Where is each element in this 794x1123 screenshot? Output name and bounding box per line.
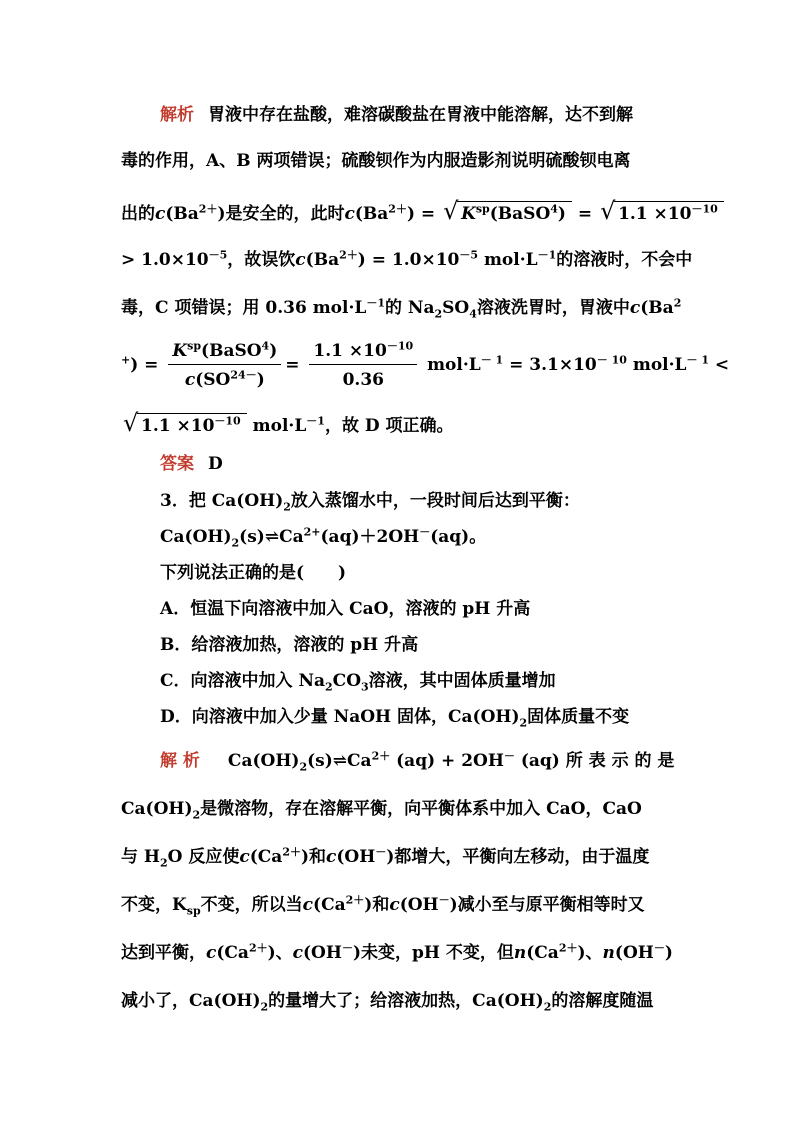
- text: 1.1 ×10: [313, 341, 387, 361]
- text: (SO: [195, 370, 231, 390]
- superscript: 2＋: [248, 941, 268, 955]
- subscript: 2: [543, 1000, 552, 1014]
- var: c: [295, 250, 306, 270]
- text: 固体质量不变: [527, 707, 630, 727]
- text: C．向溶液中加入 Na: [160, 671, 326, 691]
- superscript: 2＋: [198, 202, 218, 216]
- explanation-line-2: [121, 150, 630, 172]
- var: n: [602, 943, 615, 963]
- superscript: －: [653, 941, 665, 955]
- text: 的 Na: [385, 298, 435, 318]
- subscript: 3: [361, 680, 369, 694]
- option-d: [160, 706, 629, 728]
- text: 出的: [121, 204, 155, 224]
- subscript: 2: [434, 307, 443, 321]
- superscript: 2＋: [558, 941, 578, 955]
- subscript: 2: [260, 1000, 269, 1014]
- text: ) =: [130, 355, 159, 375]
- text: 毒，C 项错误；用 0.36 mol·L: [121, 298, 367, 318]
- text: (Ca: [249, 847, 283, 867]
- text: 不变，K: [121, 895, 187, 915]
- option-c: [160, 670, 556, 692]
- explanation2-line-2: [121, 798, 642, 820]
- superscript: 4: [261, 339, 270, 353]
- text: = 1.0×10: [371, 250, 460, 270]
- option-b: [160, 634, 418, 656]
- explanation-line-5: [121, 297, 681, 319]
- superscript: －5: [208, 248, 228, 262]
- superscript: sp: [475, 202, 490, 216]
- text: (OH: [336, 847, 376, 867]
- equilibrium-arrow: ⇌C: [264, 527, 293, 547]
- text: mol·L: [252, 416, 307, 436]
- text: 的溶液时，不会中: [556, 250, 693, 270]
- text: = 3.1×10: [509, 355, 597, 375]
- text: 的量增大了；给溶液加热，Ca(OH): [268, 991, 544, 1011]
- explanation-line-3: 出的$c(Ba^{2+})$是安全的，此时$c(Ba^{2+})$ = √ $K^{sp}(BaSO^4)$ = √ $1.1 \times 10^{-10}$: [121, 201, 724, 225]
- text: mol·L: [632, 355, 687, 375]
- fraction-values: [309, 340, 417, 391]
- text: 减小了，Ca(OH): [121, 991, 261, 1011]
- explanation-line-7: [121, 409, 454, 437]
- text: CO: [332, 671, 362, 691]
- text: B．给溶液加热，溶液的 pH 升高: [160, 635, 419, 655]
- text: A．恒温下向溶液中加入 CaO，溶液的 pH 升高: [160, 599, 531, 619]
- superscript: sp: [187, 339, 202, 353]
- superscript: 2＋: [345, 893, 365, 907]
- text: 溶液洗胃时，胃液中: [476, 298, 630, 318]
- text: (OH: [614, 943, 654, 963]
- text: mol·L: [427, 355, 481, 375]
- sqrt: √ $1.1 \times 10^{-10}$: [123, 413, 247, 437]
- explanation2-line-5: [121, 942, 673, 964]
- subscript: 2: [283, 500, 291, 514]
- text: mol·L: [483, 250, 538, 270]
- superscript: －10: [214, 414, 241, 428]
- superscript: 2+: [303, 525, 321, 539]
- text: )减小至与原平衡相等时又: [449, 895, 645, 915]
- superscript: 2: [673, 296, 682, 310]
- subscript: 2: [231, 536, 240, 550]
- var: c: [206, 943, 217, 963]
- explanation-label: 解析: [160, 105, 194, 125]
- superscript: － 1: [686, 353, 709, 367]
- text: <: [714, 355, 730, 375]
- text: 达到平衡，: [121, 943, 206, 963]
- superscript: －1: [537, 248, 557, 262]
- text: 不变，所以当: [200, 895, 303, 915]
- superscript: － 10: [596, 353, 627, 367]
- explanation2-line-4: [121, 894, 645, 916]
- superscript: －: [341, 941, 353, 955]
- text: Ba: [362, 204, 389, 224]
- var: K: [461, 204, 476, 224]
- explanation2-line-3: [121, 846, 649, 868]
- answer-value: D: [208, 454, 223, 474]
- superscript: －: [503, 749, 515, 763]
- superscript: －10: [386, 339, 414, 353]
- text: (BaSO: [489, 204, 551, 224]
- text: 下列说法正确的是( ): [160, 563, 347, 583]
- explanation2-line-6: [121, 990, 653, 1012]
- var: c: [302, 895, 314, 915]
- fraction-ksp: $\frac{K^{sp}(BaSO^4)}{c(SO^{24-})}$: [168, 340, 281, 391]
- superscript: 2＋: [282, 845, 301, 859]
- explanation2-line-1: [160, 750, 674, 772]
- text: )、: [577, 943, 603, 963]
- answer-label: 答案: [160, 454, 194, 474]
- var: c: [326, 847, 337, 867]
- text: D．向溶液中加入少量 NaOH 固体，Ca(OH): [160, 707, 520, 727]
- subscript: 2: [519, 716, 528, 730]
- subscript: 4: [469, 307, 477, 321]
- text: Ca(OH): [227, 751, 300, 771]
- text: 是安全的，此时: [225, 204, 345, 224]
- text: 1.1 ×10: [141, 416, 215, 436]
- sqrt: √ $K^{sp}(BaSO^4)$: [443, 201, 572, 225]
- superscript: －1: [306, 414, 325, 428]
- subscript: sp: [186, 904, 201, 918]
- text: (Ca: [526, 943, 559, 963]
- superscript: 24－: [230, 368, 257, 382]
- question-3-stem: [160, 490, 580, 512]
- text: )未变，pH 不变，但: [352, 943, 514, 963]
- text: 3．把 Ca(OH): [160, 491, 284, 511]
- equilibrium-arrow: ⇌C: [332, 751, 361, 771]
- text: 溶液，其中固体质量增加: [368, 671, 556, 691]
- var: c: [344, 204, 355, 224]
- text: (OH: [303, 943, 342, 963]
- text: Ca(OH): [121, 799, 193, 819]
- option-a: [160, 598, 530, 620]
- explanation-line-6: +) = $\frac{K^{sp}(BaSO^4)}{c(SO^{24-})}$ = $\frac{1.1 \times 10^{-10}}{0.36}$ $mol\cdot L^{- 1} = 3.1\times 10^{- 10}$ $mol\cdot L^{- 1}$ <: [121, 339, 730, 390]
- text: SO: [442, 298, 470, 318]
- text: ): [664, 943, 673, 963]
- text: ，故误饮: [227, 250, 296, 270]
- text: 是微溶物，存在溶解平衡，向平衡体系中加入 CaO，CaO: [200, 799, 642, 819]
- superscript: －: [419, 525, 431, 539]
- text: (aq) + 2OH: [396, 751, 504, 771]
- subscript: 2: [299, 760, 308, 774]
- explanation-label: 解 析: [160, 751, 200, 771]
- superscript: －: [375, 845, 387, 859]
- text: Ba: [313, 250, 340, 270]
- explanation-line-4: > $1.0\times 10^{-5}$，故误饮$c(Ba^{2+}) = 1.0\times 10^{-5}$ $mol\cdot L^{-1}$的溶液时，不会中: [121, 248, 693, 270]
- text: (Ba: [640, 298, 674, 318]
- text: (s): [307, 751, 333, 771]
- superscript: 4: [550, 202, 558, 216]
- text: Ba: [173, 204, 199, 224]
- var: K: [172, 341, 188, 361]
- var: c: [389, 895, 400, 915]
- var: c: [292, 943, 304, 963]
- var: c: [155, 204, 166, 224]
- var: n: [513, 943, 527, 963]
- text: 1.1 ×10: [618, 204, 692, 224]
- text: a: [360, 751, 372, 771]
- text: 与 H: [121, 847, 160, 867]
- superscript: －: [438, 893, 450, 907]
- text: 的溶解度随温: [551, 991, 654, 1011]
- sqrt: √ $1.1 \times 10^{-10}$: [600, 201, 724, 225]
- var: c: [184, 370, 196, 390]
- text: )和: [300, 847, 327, 867]
- text: (aq)。: [430, 527, 487, 547]
- superscript: － 1: [480, 353, 504, 367]
- superscript: 2＋: [388, 202, 407, 216]
- var: c: [629, 298, 641, 318]
- text: (s): [239, 527, 265, 547]
- text: ，故 D 项正确。: [324, 416, 454, 436]
- text: (aq)＋2OH: [320, 527, 420, 547]
- text: 胃液中存在盐酸，难溶碳酸盐在胃液中能溶解，达不到解: [208, 105, 633, 125]
- text: a: [292, 527, 304, 547]
- subscript: 2: [159, 856, 168, 870]
- text: (aq) 所 表 示 的 是: [520, 751, 675, 771]
- text: (Ca: [216, 943, 249, 963]
- question-3-equation: [160, 526, 486, 548]
- text: (OH: [399, 895, 439, 915]
- explanation-line-1: [160, 104, 633, 126]
- text: Ca(OH): [160, 527, 232, 547]
- superscript: －5: [459, 248, 479, 262]
- text: (Ca: [313, 895, 346, 915]
- superscript: －1: [366, 296, 386, 310]
- text: )、: [267, 943, 293, 963]
- superscript: +: [121, 353, 131, 367]
- var: c: [239, 847, 250, 867]
- question-3-ask: [160, 562, 346, 584]
- superscript: 2＋: [371, 749, 391, 763]
- subscript: 2: [192, 808, 201, 822]
- text: (BaSO: [201, 341, 262, 361]
- text: )都增大，平衡向左移动，由于温度: [386, 847, 650, 867]
- text: 毒的作用，A、B 两项错误；硫酸钡作为内服造影剂说明硫酸钡电离: [121, 151, 631, 171]
- subscript: 2: [325, 680, 333, 694]
- text: 放入蒸馏水中，一段时间后达到平衡：: [290, 491, 580, 511]
- superscript: 2＋: [339, 248, 358, 262]
- superscript: －10: [691, 202, 718, 216]
- text: 0.36: [342, 370, 384, 390]
- answer-line: [160, 453, 223, 475]
- text: > 1.0×10: [121, 250, 209, 270]
- text: O 反应使: [167, 847, 240, 867]
- text: )和: [364, 895, 390, 915]
